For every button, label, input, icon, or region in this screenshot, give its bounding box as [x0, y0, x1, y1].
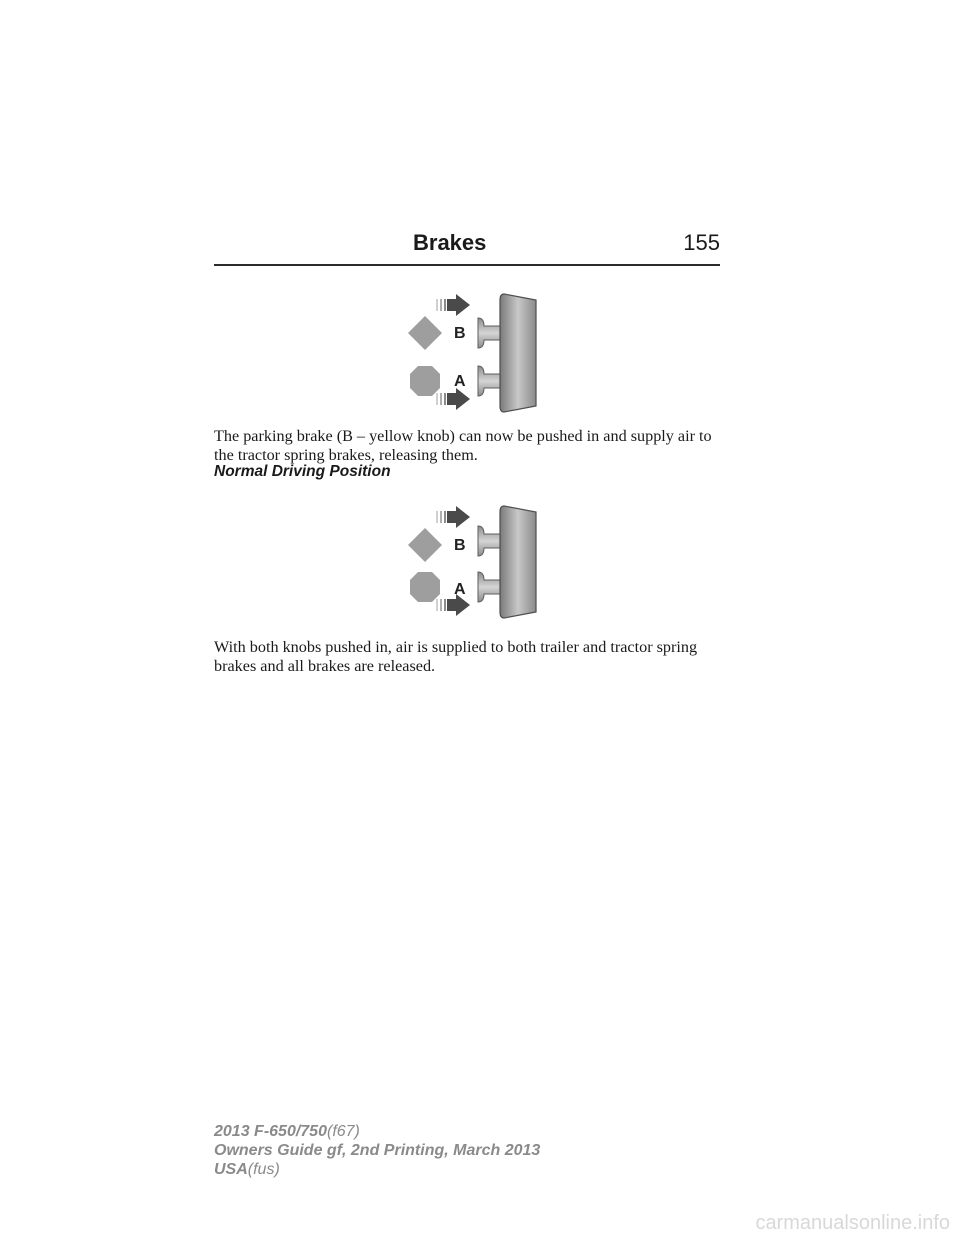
label-b: B — [454, 325, 466, 342]
footer-model: 2013 F-650/750 — [214, 1123, 327, 1140]
octagon-knob-icon — [410, 366, 440, 396]
label-b: B — [454, 537, 466, 554]
arrow-right-icon — [436, 388, 470, 410]
knob-stem — [478, 318, 500, 348]
diamond-knob-icon — [408, 316, 442, 350]
brake-knob-illustration — [400, 290, 548, 414]
dash-panel — [500, 506, 536, 618]
footer-line-1 — [214, 1122, 540, 1141]
knob-stem — [478, 526, 500, 556]
footer-market-code: (fus) — [247, 1161, 280, 1178]
footer-line-2: Owners Guide gf, 2nd Printing, March 2013 — [214, 1142, 541, 1159]
footer-line-3 — [214, 1160, 540, 1179]
diamond-knob-icon — [408, 528, 442, 562]
watermark: carmanualsonline.info — [755, 1212, 950, 1234]
brake-knob-figure-2 — [400, 502, 548, 626]
footer-model-code: (f67) — [326, 1123, 360, 1140]
arrow-right-icon — [436, 506, 470, 528]
paragraph: With both knobs pushed in, air is supplied to both trailer and tractor spring brakes and all brakes are released. — [214, 638, 698, 675]
arrow-right-icon — [436, 294, 470, 316]
footer-market: USA — [214, 1161, 248, 1178]
paragraph: The parking brake (B – yellow knob) can now be pushed in and supply air to the tractor spring brakes, releasing them. — [214, 427, 712, 464]
knob-stem — [478, 572, 500, 602]
section-title: Brakes — [413, 230, 487, 255]
label-a: A — [454, 373, 466, 390]
subheading: Normal Driving Position — [214, 463, 391, 480]
knob-stem — [478, 366, 500, 396]
brake-knob-figure-1 — [400, 290, 548, 414]
page-number: 155 — [683, 230, 720, 255]
brake-knob-illustration — [400, 502, 548, 626]
octagon-knob-icon — [410, 572, 440, 602]
dash-panel — [500, 294, 536, 412]
label-a: A — [454, 581, 466, 598]
page-header — [214, 226, 720, 266]
footer — [214, 1122, 540, 1179]
